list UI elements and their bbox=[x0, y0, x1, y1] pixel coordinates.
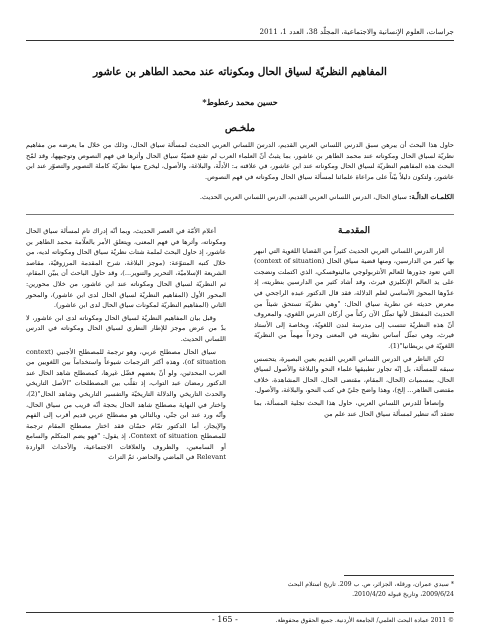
footnote-divider bbox=[344, 575, 454, 576]
running-head: جراسات، العلوم الإنسانية والاجتماعية، المجلّد 38، العدد 1، 2011 bbox=[259, 27, 454, 36]
abstract-divider bbox=[26, 214, 454, 215]
intro-paragraph: لكن الناظر في الدرس اللساني العربي القديم بعين البصيرة، يتحسس سبقه للمسألة، بل إنّه تجاوز تطبيقها علماء النحو والبلاغة والأصول لسياق الحال، بمسميات (الحال، المقام، مقتضى الحال، الحال المشاهدة، خلاف مقتضى الظاهر... إلخ)، وهذا واضح جليّ في كتب النحو، والبلاغة، والأصول. bbox=[254, 354, 454, 395]
abstract-heading: ملخـص bbox=[224, 123, 256, 134]
abstract-body: حاول هذا البحث أن يبرهن سبق الدرس اللساني العربي القديم، الدرسَ اللساني العربي الحديث لمسألة سياق الحال، وذلك من خلال ما يعرضه من مفاهيم نظريّة لسياق الحال ومكوناته عند محمد الطاهر بن عاشور، بما يثبتُ أنّ العلماء العرب لم تقنع قضيّةُ سياق الحال وأثرها في فهم النصوص وتوجيهها، وقد لمّح البحث هذه المفاهيم النظريّة لسياق الحال ومكوناته عند ابن عاشور، في علاقته بـ: الأدلّة، والبلاغة، والأصول، ليخرج منها نظريّة كاملة التصوير والتصوّر عند ابن عاشور، ولتكون دليلاً بيّناً على مراعاة علمائنا لمسألة سياق الحال ومكوناته في فهم النصوص. bbox=[26, 141, 454, 181]
keywords-line bbox=[26, 192, 454, 203]
body-paragraph: سياق الحال مصطلح عربي، وهو ترجمة للمصطلح الأجنبي (context of situation)، وهذه أكثر الترجمات شيوعاً واستخداماً بين اللغويين من العرب المحدثين، ولو أنّ بعضهم فضّل غيرها، كمصطلح شاهد الحال عند الدكتور رمضان عبد التواب، إذ تقلّب بين المصطلحات "الأصل التاريخي والحدث التاريخي والدلالة التاريخيّة والتفسير التاريخي وشاهد الحال"(2)، واختار في النهاية مصطلح شاهد الحال بحجة أنّه قريب من سياق الحال، وأنّه ورد عند ابن جنّي، وبالتالي هو مصطلح عربي قديم أقرب إلى الفهم والإيجاز، أما الدكتور تمّام حسّان فقد اختار مصطلح المقام ترجمة للمصطلح Context of situation، إذ يقول: "فهو يضم المتكلم والسامع أو السامعين، والظروف والعلاقات الاجتماعية، والأحداث الواردة Relevant في الماضي والحاضر، ثمّ التراث bbox=[26, 347, 226, 462]
intro-heading: المقدمـة bbox=[337, 226, 370, 236]
article-title: المفاهيم النظريّة لسياق الحال ومكوناته عند محمد الطاهر بن عاشور bbox=[93, 66, 387, 78]
page-number: - 165 - bbox=[212, 615, 238, 624]
keywords-text: سياق الحال، الدرس اللساني العربي القديم، الدرس اللساني العربي الحديث. bbox=[199, 193, 407, 201]
author-footnote: * سيدي عمران، ورقلة، الجزائر، ص. ب 209. تاريخ استلام البحث 2009/6/24، وتاريخ قبوله 2010/4/20. bbox=[287, 581, 454, 598]
copyright-notice: © 2011 عمادة البحث العلمي/ الجامعة الأردنية. جميع الحقوق محفوظة. bbox=[275, 617, 454, 624]
right-column bbox=[254, 226, 454, 421]
footer-divider bbox=[26, 612, 454, 613]
keywords-label: الكلمـات الدالّـة: bbox=[409, 193, 454, 201]
body-paragraph: أعلام الأمّة في العصر الحديث، وبما أنّه إدراك تام لمسألة سياق الحال ومكوناته، وأثرها في فهم المعنى، ويتعلق الأمر بالعلّامة محمد الطاهر بن عاشور، إذ حاول البحث لملمة شتات نظريّة سياق الحال ومكوناته لديه، من خلال كتبه المتنوّعة: (موجز البلاغة، شرح المقدمة المرزوقيّة، مقاصد الشريعة الإسلاميّة، التحرير والتنوير...)، وقد حاول الباحث أن يبيّن المقام، ثم النظريّة لسياق الحال ومكوناته عند ابن عاشور، من خلال محورين: المحور الأول (المفاهيم النظريّة لسياق الحال لدى ابن عاشور)، والمحور الثاني (المفاهيم النظريّة لمكونات سياق الحال لدى ابن عاشور). bbox=[25, 227, 226, 310]
left-column bbox=[26, 226, 226, 465]
body-paragraph: وقبل بيان المفاهيم النظريّة لسياق الحال ومكوناته لدى ابن عاشور، لا بدّ من عرض موجز للإطار النظري لسياق الحال ومكوناته في الدرس اللساني الحديث. bbox=[26, 313, 226, 343]
intro-paragraph: وإنصافاً للدرس اللساني العربي، حاول هذا البحث تجلية المسألة، بما تعتقد أنّه تنظير لمسألة سياق الحال عند علم من bbox=[254, 398, 454, 418]
intro-paragraph: أثار الدرس اللساني العربي الحديث كثيراً من القضايا اللغوية التي انبهر بها كثير من الدارسين، ومنها قضية سياق الحال (context of situation) التي تعود جذورها للعالم الأنثربولوجي مالينوفسكي، الذي اكتملت ونضجت على يد العالم الإنكليزي فيرث، وقد أشاد كثير من الدارسين بنظريته، إذ عدّوها المحورَ الأساسي لعلم الدلالة، فقد قال الدكتور عبده الراجحي في معرض حديثه عن نظرية سياق الحال: "وهي نظريّة تستحق شيئاً من الحديث المفصّل لأنها تمثّل الآن ركناً من أركان الدرس اللغوي، والمعروف أنّ هذه النظريّة تنتسب إلى مدرسة لندن اللغويّة، وبخاصة إلى الأستاذ فيرث، وهي تمثّل أساس نظريته في المعنى وجزءاً مهماً من النظريّة اللغويّة في بريطانيا"(1). bbox=[254, 246, 454, 350]
header-divider bbox=[26, 40, 454, 41]
author-name: حسين محمد رعطوط* bbox=[202, 97, 278, 107]
